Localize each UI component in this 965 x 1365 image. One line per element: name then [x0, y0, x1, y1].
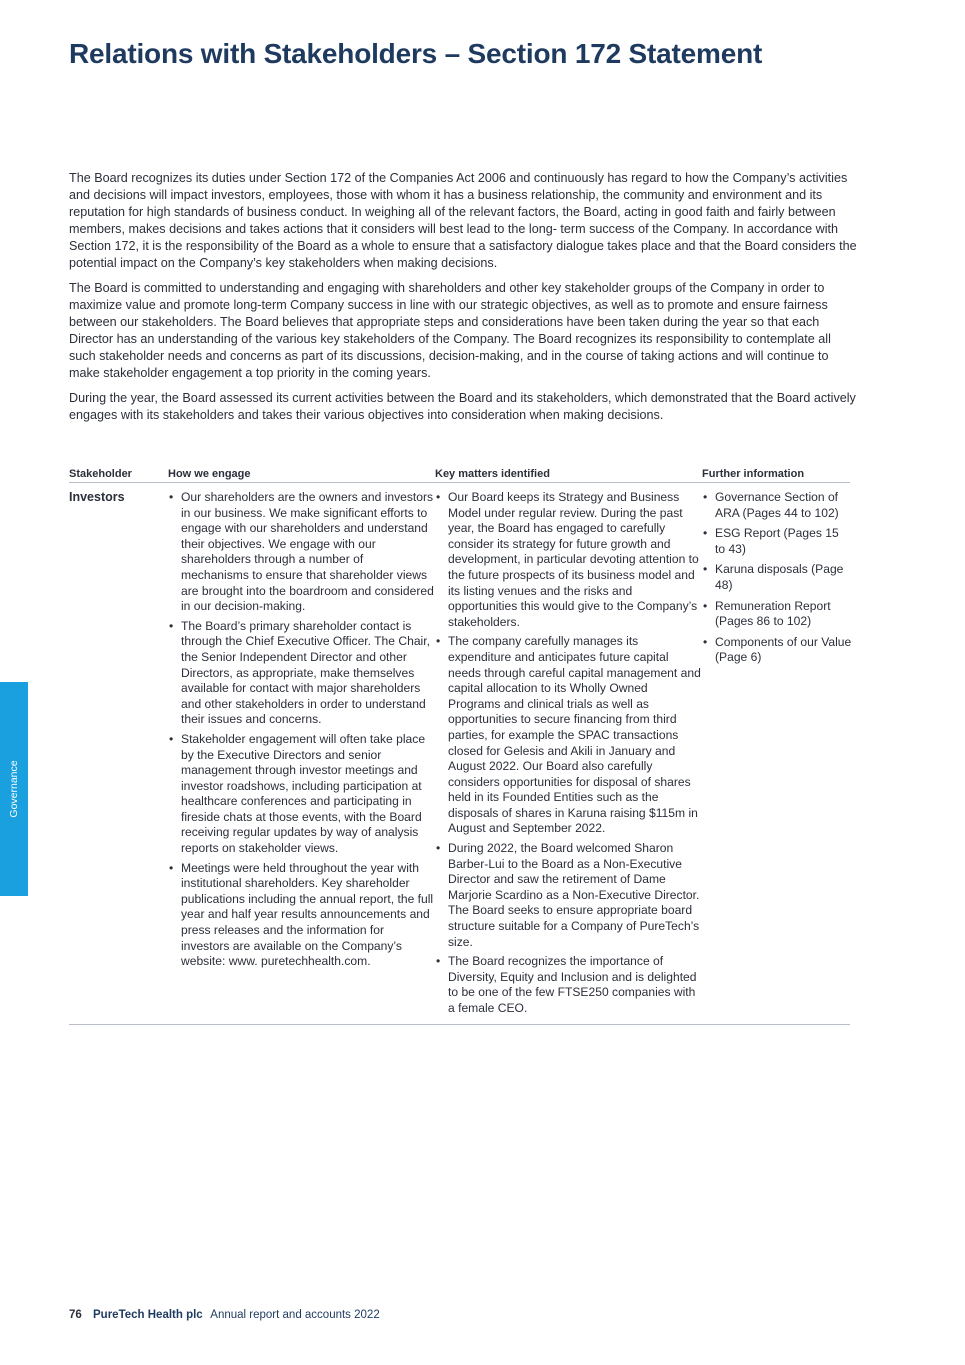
header-how-we-engage: How we engage: [168, 468, 251, 480]
list-item: • Our shareholders are the owners and investors in our business. We make significant efforts to engage with our shareholders and understand their objectives. We engage with our shareholders through a number of mechanisms to ensure that shareholder views are brought into the boardroom and considered in our decision-making.: [168, 490, 434, 615]
list-item: • The company carefully manages its expenditure and anticipates future capital needs through careful capital management and capital allocation to its Wholly Owned Programs and clinical trials as well as opportunities to secure financing from third parties, for example the SPAC transactions closed for Gelesis and Akili in January and August 2022. Our Board also carefully considers opportunities for disposal of shares held in its Founded Entities such as the disposals of shares in Karuna raising $115m in August and September 2022.: [435, 634, 701, 837]
page-number: 76: [69, 1309, 82, 1321]
list-item: • Our Board keeps its Strategy and Business Model under regular review. During the past year, the Board has engaged to carefully consider its strategy for future growth and development, in particular devoting attention to the future prospects of its business model and its listing venues and the risks and opportunities this would give to the Company’s stakeholders.: [435, 490, 701, 630]
section-tab: [0, 682, 28, 896]
header-key-matters: Key matters identified: [435, 468, 550, 480]
list-item: • Meetings were held throughout the year with institutional shareholders. Key shareholder publications including the annual report, the full year and half year results announcements and press releases and the information for investors are available on the Company’s website: www. puretechhealth.com.: [168, 861, 434, 970]
list-item: • Remuneration Report (Pages 86 to 102): [702, 599, 852, 630]
intro-paragraph-2: The Board is committed to understanding and engaging with shareholders and other key stakeholder groups of the Company in order to maximize value and promote long-term Company success in line with our strategic objectives, as well as to promote and ensure fairness between our stakeholders. The Board believes that appropriate steps and considerations have been taken during the year so that each Director has an understanding of the various key stakeholders of the Company. The Board recognizes its responsibility to contemplate all such stakeholder needs and concerns as part of its discussions, decision-making, and in the course of taking actions and will continue to make stakeholder engagement a top priority in the coming years.: [69, 281, 831, 380]
company-name: PureTech Health plc: [93, 1309, 203, 1321]
list-item: • The Board recognizes the importance of Diversity, Equity and Inclusion and is delighted to be one of the few FTSE250 companies with a female CEO.: [435, 954, 701, 1016]
list-item: • Governance Section of ARA (Pages 44 to 102): [702, 490, 852, 521]
intro-paragraph-3: During the year, the Board assessed its current activities between the Board and its stakeholders, which demonstrated that the Board actively engages with its stakeholders and takes their various objectives into consideration when making decisions.: [69, 391, 856, 422]
list-item: • Stakeholder engagement will often take place by the Executive Directors and senior management through investor meetings and investor roadshows, including participation at healthcare conferences and participating in fireside chats at those events, with the Board receiving regular updates by way of analysis reports on stakeholder views.: [168, 732, 434, 857]
list-item: • Components of our Value (Page 6): [702, 635, 852, 666]
table-header: [69, 467, 850, 482]
how-we-engage-cell: [168, 490, 435, 1021]
header-further-information: Further information: [702, 468, 805, 480]
further-information-cell: [702, 490, 852, 1021]
table-row: [69, 483, 850, 1024]
page-footer: [69, 1309, 380, 1321]
section-tab-label: Governance: [8, 760, 20, 818]
page-title: Relations with Stakeholders – Section 172 Statement: [69, 38, 763, 69]
intro-paragraph-1: The Board recognizes its duties under Section 172 of the Companies Act 2006 and continuously has regard to how the Company’s activities and decisions will impact investors, employees, those with whom it has a business relationship, the community and environment and its reputation for high standards of business conduct. In weighing all of the relevant factors, the Board, acting in good faith and fairly between members, makes decisions and takes actions that it considers will best lead to the long- term success of the Company. In accordance with Section 172, it is the responsibility of the Board as a whole to ensure that a satisfactory dialogue takes place and that the Board considers the potential impact on the Company’s key stakeholders when making decisions.: [69, 171, 857, 270]
stakeholder-table: [69, 467, 850, 1025]
list-item: • The Board’s primary shareholder contact is through the Chief Executive Officer. The Chair, the Senior Independent Director and other Directors, as appropriate, make themselves available for contact with major shareholders and other stakeholders in order to understand their issues and concerns.: [168, 619, 434, 728]
table-bottom-divider: [69, 1024, 850, 1025]
list-item: • During 2022, the Board welcomed Sharon Barber-Lui to the Board as a Non-Executive Director and saw the retirement of Dame Marjorie Scardino as a Non-Executive Director. The Board seeks to ensure appropriate board structure suitable for a Company of PureTech’s size.: [435, 841, 701, 950]
key-matters-cell: [435, 490, 702, 1021]
list-item: • Karuna disposals (Page 48): [702, 562, 852, 593]
report-title: Annual report and accounts 2022: [210, 1309, 380, 1321]
header-stakeholder: Stakeholder: [69, 468, 132, 480]
list-item: • ESG Report (Pages 15 to 43): [702, 526, 852, 557]
intro-section: [69, 170, 859, 432]
stakeholder-name: Investors: [69, 490, 125, 504]
